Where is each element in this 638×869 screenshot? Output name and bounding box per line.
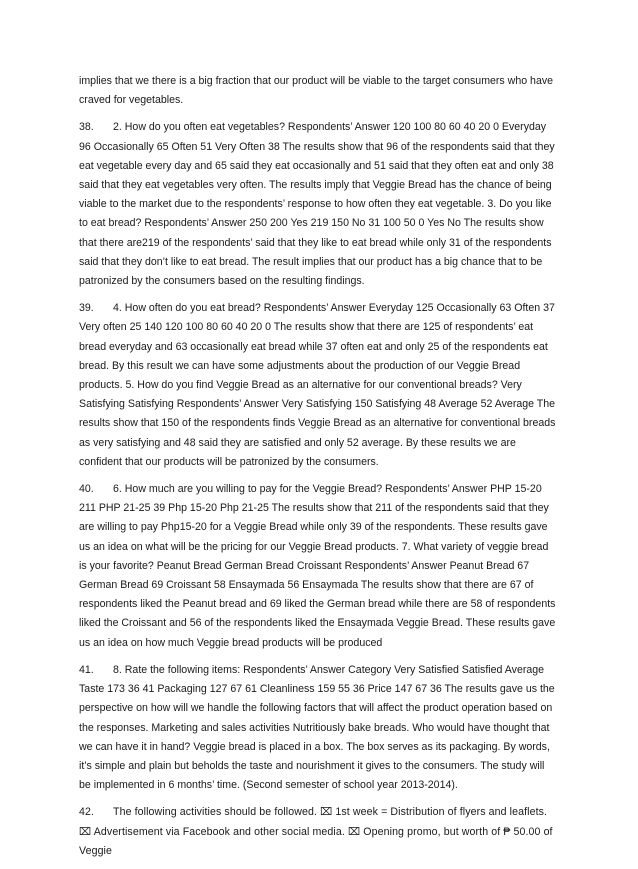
paragraph-number: 38.: [79, 121, 94, 134]
paragraph-number: 41.: [79, 663, 94, 676]
intro-text: implies that we there is a big fraction that our product will be viable to the target consumers who have craved for vegetables.: [79, 75, 554, 107]
document-body: [79, 72, 558, 869]
paragraph-text: 2. How do you often eat vegetables? Respondents’ Answer 120 100 80 60 40 20 0 Everyday 96 Occasionally 65 Often 51 Very Often 38 The results show that 96 of the respondents said that they eat vegetable every day and 65 said they eat occasionally and 51 said that they often eat and only 38 said that they eat vegetables very often. The results imply that Veggie Bread has the chance of being viable to the market due to the respondents’ response to how often they eat vegetable. 3. Do you like to eat bread? Respondents’ Answer 250 200 Yes 219 150 No 31 100 50 0 Yes No The results show that there are219 of the respondents’ said that they like to eat bread while only 31 of the respondents said that they don’t like to eat bread. The result implies that our product has a big chance that to be patronized by the consumers based on the resulting findings.: [79, 121, 555, 288]
paragraph-40: [79, 480, 558, 653]
paragraph-42: [79, 803, 558, 861]
intro-paragraph: [79, 72, 558, 110]
paragraph-39: [79, 299, 558, 472]
paragraph-text: 8. Rate the following items: Respondents’ Answer Category Very Satisfied Satisfied Average Taste 173 36 41 Packaging 127 67 61 Cleanliness 159 55 36 Price 147 67 36 The results gave us the perspective on how will we handle the following factors that will affect the product operation based on the responses. Marketing and sales activities Nutritiously bake breads. Who would have thought that we can have it in hand? Veggie bread is placed in a box. The box serves as its packaging. By words, it’s simple and plain but beholds the taste and nourishment it gives to the consumers. The study will be implemented in 6 months’ time. (Second semester of school year 2013-2014).: [79, 663, 555, 792]
paragraph-text: 4. How often do you eat bread? Respondents’ Answer Everyday 125 Occasionally 63 Often 37 Very often 25 140 120 100 80 60 40 20 0 The results show that there are 125 of respondents’ eat bread everyday and 63 occasionally eat bread while 37 often eat and only 25 of the respondents eat bread. By this result we can have some adjustments about the production of our Veggie Bread products. 5. How do you find Veggie Bread as an alternative for our conventional breads? Very Satisfying Satisfying Respondents’ Answer Very Satisfying 150 Satisfying 48 Average 52 Average The results show that 150 of the respondents finds Veggie Bread as an alternative for conventional breads as very satisfying and 48 said they are satisfied and only 52 average. By these results we are confident that our products will be patronized by the consumers.: [79, 302, 556, 468]
paragraph-number: 40.: [79, 483, 94, 496]
paragraph-text: 6. How much are you willing to pay for the Veggie Bread? Respondents’ Answer PHP 15-20 211 PHP 21-25 39 Php 15-20 Php 21-25 The results show that 211 of the respondents said that they are willing to pay Php15-20 for a Veggie Bread while only 39 of the respondents. These results gave us an idea on what will be the pricing for our Veggie Bread products. 7. What variety of veggie bread is your favorite? Peanut Bread German Bread Croissant Respondents’ Answer Peanut Bread 67 German Bread 69 Croissant 58 Ensaymada 56 Ensaymada The results show that there are 67 of respondents liked the Peanut bread and 69 liked the German bread while there are 58 of respondents liked the Croissant and 56 of the respondents liked the Ensaymada Veggie Bread. These results gave us an idea on how much Veggie bread products will be produced: [79, 483, 556, 649]
paragraph-41: [79, 661, 558, 795]
paragraph-text: The following activities should be followed. ⌧ 1st week = Distribution of flyers and leaflets. ⌧ Advertisement via Facebook and other social media. ⌧ Opening promo, but worth of ₱ 50.00 of Veggie: [79, 806, 553, 857]
paragraph-number: 42.: [79, 806, 95, 819]
paragraph-number: 39.: [79, 302, 94, 315]
paragraph-38: [79, 118, 558, 291]
